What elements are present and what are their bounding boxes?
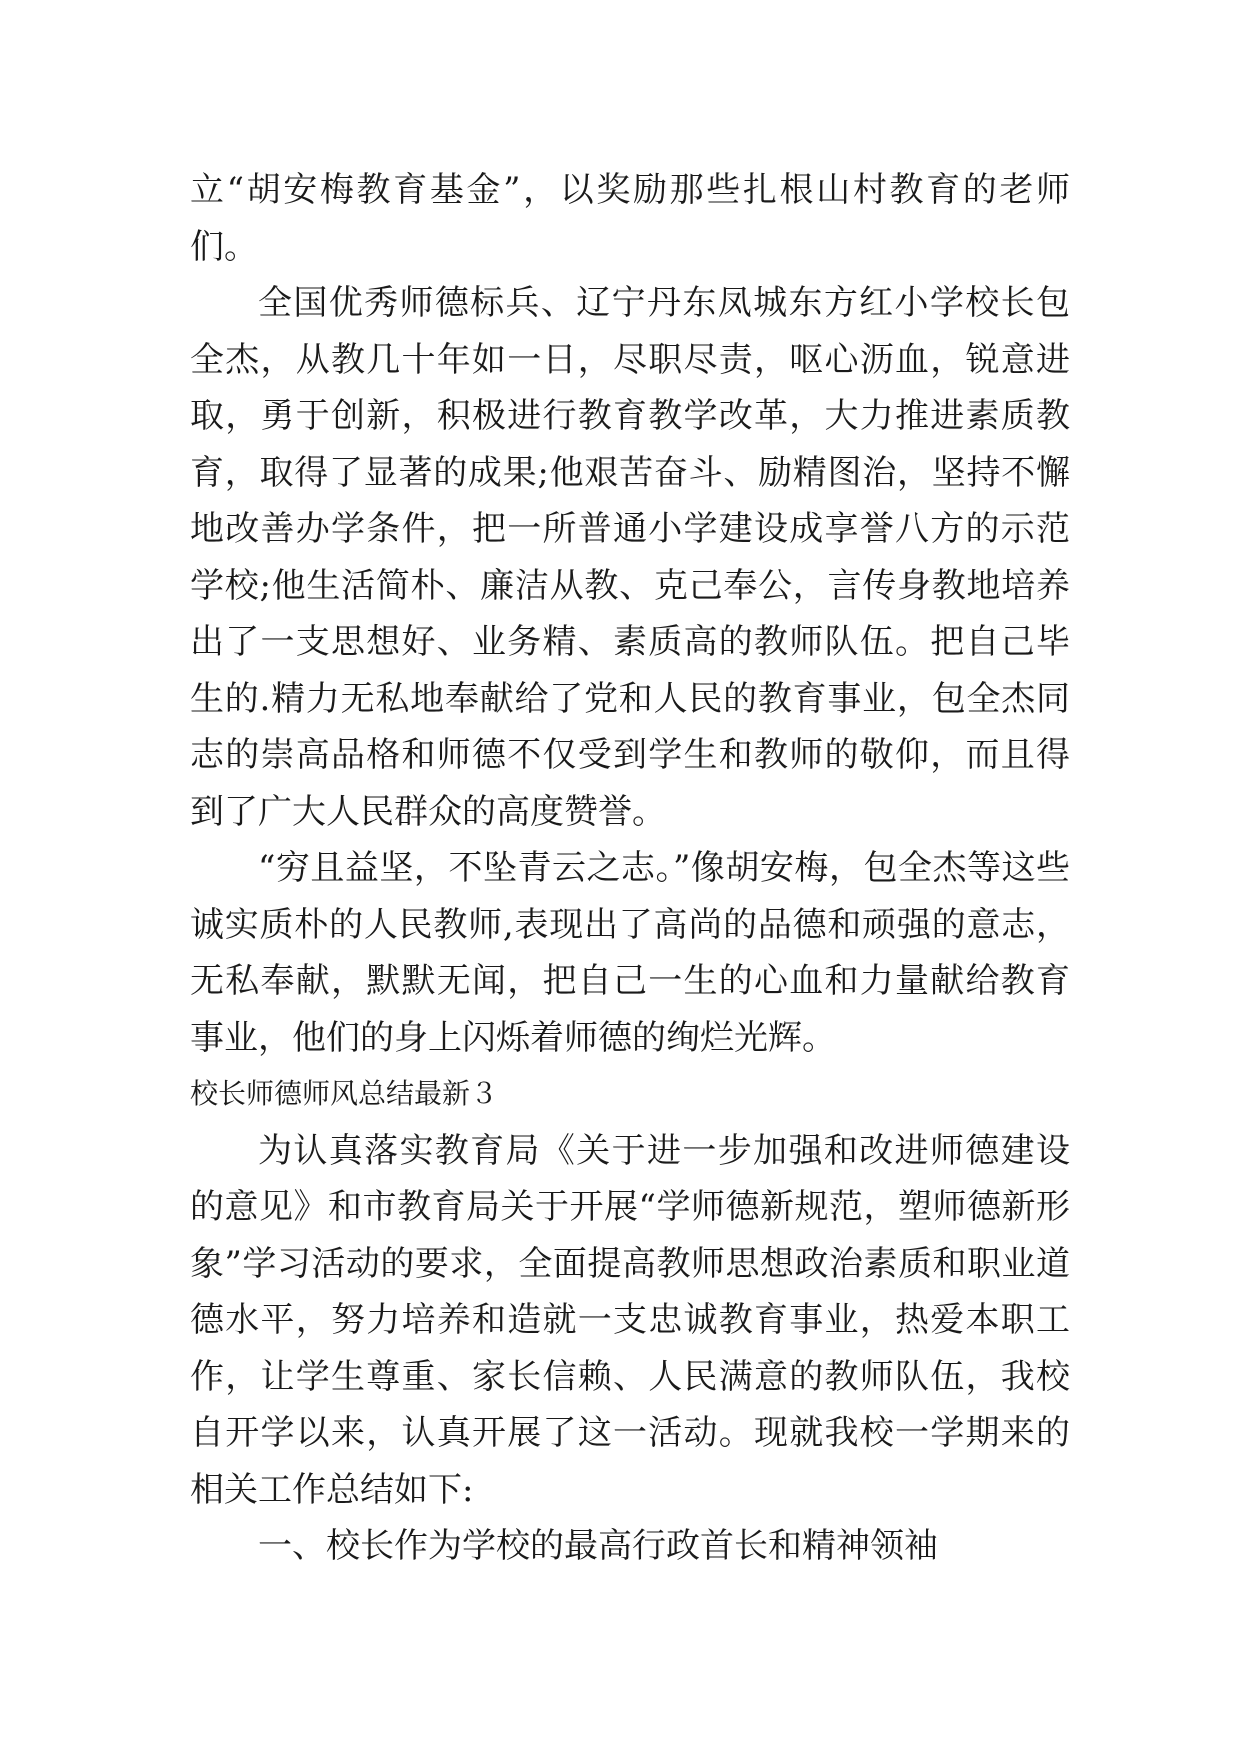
paragraph-bao-quanjie: 全国优秀师德标兵、辽宁丹东凤城东方红小学校长包全杰，从教几十年如一日，尽职尽责，呕心沥血，锐意进取，勇于创新，积极进行教育教学改革，大力推进素质教育，取得了显著的成果;他艰苦奋斗、励精图治，坚持不懈地改善办学条件，把一所普通小学建设成享誉八方的示范学校;他生活简朴、廉洁从教、克己奉公，言传身教地培养出了一支思想好、业务精、素质高的教师队伍。把自己毕生的.精力无私地奉献给了党和人民的教育事业，包全杰同志的崇高品格和师德不仅受到学生和教师的敬仰，而且得到了广大人民群众的高度赞誉。 (190, 283, 1071, 832)
paragraph-point-one: 一、校长作为学校的最高行政首长和精神领袖 (258, 1526, 938, 1566)
paragraph-continuation: 立“胡安梅教育基金”，以奖励那些扎根山村教育的老师们。 (190, 170, 1070, 267)
document-body (190, 162, 1070, 1575)
paragraph-intro: 为认真落实教育局《关于进一步加强和改进师德建设的意见》和市教育局关于开展“学师德新规范，塑师德新形象”学习活动的要求，全面提高教师思想政治素质和职业道德水平，努力培养和造就一支忠诚教育事业，热爱本职工作，让学生尊重、家长信赖、人民满意的教师队伍，我校自开学以来，认真开展了这一活动。现就我校一学期来的相关工作总结如下: (190, 1130, 1070, 1510)
section-heading: 校长师德师风总结最新３ (190, 1077, 499, 1110)
paragraph-quote: “穷且益坚，不坠青云之志。”像胡安梅，包全杰等这些诚实质朴的人民教师,表现出了高尚的品德和顽强的意志，无私奉献，默默无闻，把自己一生的心血和力量献给教育事业，他们的身上闪烁着师德的绚烂光辉。 (190, 848, 1070, 1058)
